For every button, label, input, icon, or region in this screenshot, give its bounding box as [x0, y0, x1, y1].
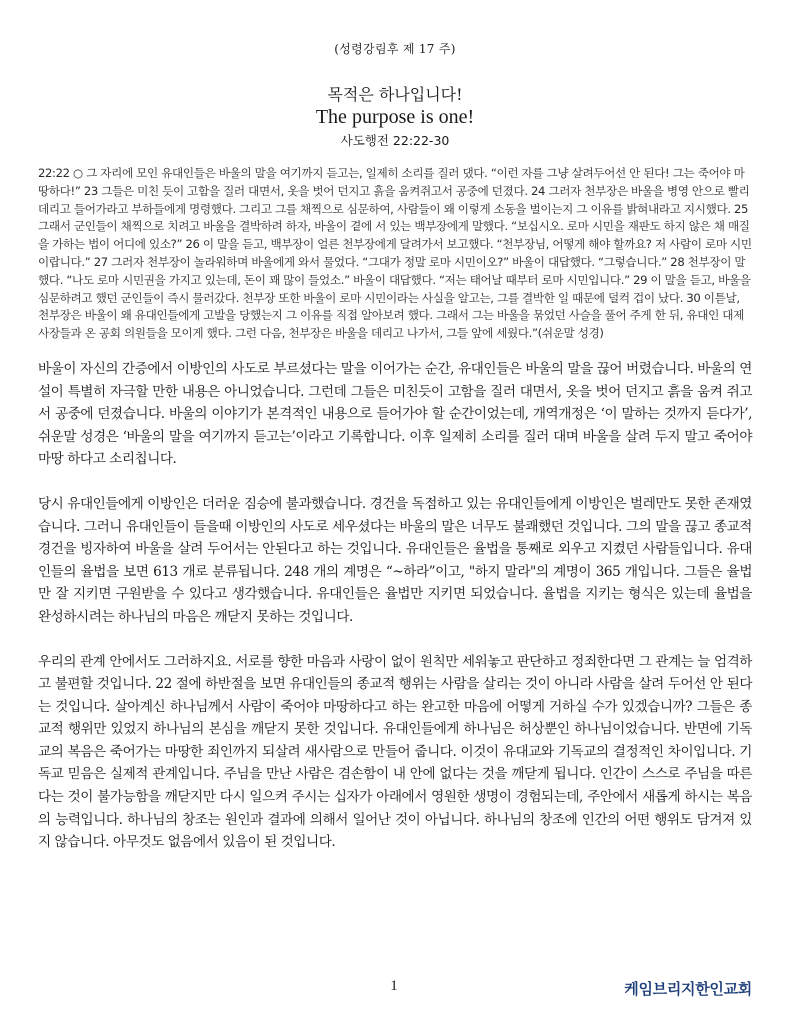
sermon-title-english: The purpose is one! [315, 106, 475, 128]
sermon-paragraph: 바울이 자신의 간증에서 이방인의 사도로 부르셨다는 말을 이어가는 순간, 유대인들은 바울의 말을 끊어 버렸습니다. 바울의 연설이 특별히 자극할 만한 내용은 아니었습니다. 그런데 그들은 미친듯이 고함을 질러 대면서, 옷을 벗어 던지고 흙을 움켜 쥐고서 공중에 던졌습니다. 바울의 이야기가 본격적인 내용으로 들어가야 할 순간이었는데, 개역개정은 ‘이 말하는 것까지 듣다가’, 쉬운말 성경은 ‘바울의 말을 여기까지 듣고는’이라고 기록합니다. 이후 일제히 소리를 질러 대며 바울을 살려 두지 말고 죽어야 마땅 하다고 소리칩니다. [38, 360, 752, 468]
sermon-paragraph: 우리의 관계 안에서도 그러하지요. 서로를 향한 마음과 사랑이 없이 원칙만 세워놓고 판단하고 정죄한다면 그 관계는 늘 엄격하고 불편할 것입니다. 22 절에 하반절을 보면 유대인들의 종교적 행위는 사람을 살리는 것이 아니라 사람을 살려 두어선 안 된다는 것입니다. 살아계신 하나님께서 사람이 죽어야 마땅하다고 하는 완고한 마음에 어떻게 거하실 수가 있겠습니까? 그들은 종교적 행위만 있었지 하나님의 본심을 깨닫지 못한 것입니다. 유대인들에게 하나님은 허상뿐인 하나님이었습니다. 반면에 기독교의 복음은 죽어가는 마땅한 죄인까지 되살려 새사람으로 만들어 줍니다. 이것이 유대교와 기독교의 결정적인 차이입니다. 기독교 믿음은 실제적 관계입니다. 주님을 만난 사람은 겸손함이 내 안에 없다는 것을 깨닫게 됩니다. 인간이 스스로 주님을 따른다는 것이 불가능함을 깨닫지만 다시 일으켜 주시는 십자가 아래에서 영원한 생명이 경험되는데, 주안에서 새롭게 하시는 복음의 능력입니다. 하나님의 창조는 원인과 결과에 의해서 일어난 것이 아닙니다. 하나님의 창조에 인간의 어떤 행위도 담겨져 있지 않습니다. 아무것도 없음에서 있음이 된 것입니다. [38, 653, 752, 851]
page-number: 1 [390, 978, 398, 994]
scripture-passage: 22:22 ○ 그 자리에 모인 유대인들은 바울의 말을 여기까지 듣고는, 일제히 소리를 질러 댔다. “이런 자를 그냥 살려두어선 안 된다! 그는 죽어야 마땅하다!” 23 그들은 미친 듯이 고함을 질러 대면서, 옷을 벗어 던지고 흙을 움켜쥐고서 공중에 던졌다. 24 그러자 천부장은 바울을 병영 안으로 빨리 데리고 들어가라고 부하들에게 명령했다. 그리고 그를 채찍으로 심문하여, 사람들이 왜 이렇게 소동을 벌이는지 그 이유를 밝혀내라고 지시했다. 25 그래서 군인들이 채찍으로 치려고 바울을 결박하려 하자, 바울이 곁에 서 있는 백부장에게 말했다. “보십시오. 로마 시민을 재판도 하지 않은 채 매질을 가하는 법이 어디에 있소?” 26 이 말을 듣고, 백부장이 얼른 천부장에게 달려가서 보고했다. “천부장님, 어떻게 해야 할까요? 저 사람이 로마 시민이랍니다.” 27 그러자 천부장이 놀라워하며 바울에게 와서 물었다. “그대가 정말 로마 시민이오?” 바울이 대답했다. “그렇습니다.” 28 천부장이 말했다. “나도 로마 시민권을 가지고 있는데, 돈이 꽤 많이 들었소.” 바울이 대답했다. “저는 태어날 때부터 로마 시민입니다.” 29 이 말을 듣고, 바울을 심문하려고 했던 군인들이 즉시 물러갔다. 천부장 또한 바울이 로마 시민이라는 사실을 알고는, 그를 결박한 일 때문에 덜컥 겁이 났다. 30 이튿날, 천부장은 바울이 왜 유대인들에게 고발을 당했는지 그 이유를 직접 알아보려 했다. 그래서 그는 바울을 묶었던 사슬을 풀어 주게 한 뒤, 유대인 대제사장들과 온 공회 의원들을 모이게 했다. 그런 다음, 천부장은 바울을 데리고 나가서, 그들 앞에 세웠다.”(쉬운말 성경) [38, 166, 752, 341]
sermon-paragraph: 당시 유대인들에게 이방인은 더러운 짐승에 불과했습니다. 경건을 독점하고 있는 유대인들에게 이방인은 벌레만도 못한 존재였습니다. 그러니 유대인들이 들을때 이방인의 사도로 세우셨다는 바울의 말은 너무도 불쾌했던 것입니다. 그의 말을 끊고 종교적 경건을 빙자하여 바울을 살려 두어서는 안된다고 하는 것입니다. 유대인들은 율법을 통째로 외우고 지켰던 사람들입니다. 유대인들의 율법을 보면 613 개로 분류됩니다. 248 개의 계명은 “~하라”이고, "하지 말라"의 계명이 365 개입니다. 그들은 율법만 잘 지키면 구원받을 수 있다고 생각했습니다. 유대인들은 율법만 지키면 되었습니다. 율법을 지키는 형식은 있는데 율법을 완성하시려는 하나님의 마음은 깨닫지 못하는 것입니다. [38, 495, 752, 625]
church-name: 케임브리지한인교회 [624, 980, 752, 998]
sermon-title-korean: 목적은 하나입니다! [327, 85, 463, 104]
scripture-reference: 사도행전 22:22-30 [340, 133, 450, 148]
sermon-series-label: (성령강림후 제 17 주) [334, 42, 456, 56]
